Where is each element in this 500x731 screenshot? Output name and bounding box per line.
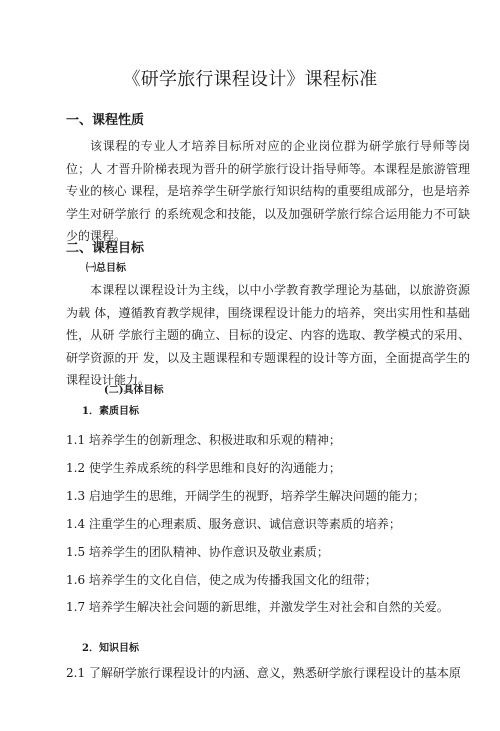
quality-goal-item: 1.3 启迪学生的思维，开阔学生的视野，培养学生解决问题的能力；	[66, 489, 425, 503]
subheading-specific-goals: (二)具体目标	[104, 385, 164, 396]
paragraph-overall-goal: 本课程以课程设计为主线，以中小学教育教学理论为基础，以旅游资源为载 体，遵循教育教学规律，围绕课程设计能力的培养，突出实用性和基础性，从研 学旅行主题的确立、目标的设定、内容的选取、教学模式的采用、研学资源的开 发，以及主题课程和专题课程的设计等方面，全面提高学生的课程设计能力。	[66, 283, 470, 387]
quality-goal-item: 1.1 培养学生的创新理念、积极进取和乐观的精神；	[66, 433, 341, 447]
quality-goal-item: 1.4 注重学生的心理素质、服务意识、诚信意识等素质的培养；	[66, 517, 401, 531]
quality-goal-item: 1.7 培养学生解决社会问题的新思维，并激发学生对社会和自然的关爱。	[66, 600, 449, 614]
subheading-knowledge-goals: 2．知识目标	[82, 643, 139, 654]
subheading-quality-goals: 1．素质目标	[82, 406, 139, 417]
section-heading-course-goals: 二、课程目标	[66, 241, 145, 256]
quality-goal-item: 1.2 使学生养成系统的科学思维和良好的沟通能力；	[66, 461, 341, 475]
subheading-overall-goal: ㈠总目标	[86, 263, 126, 274]
document-title: 《研学旅行课程设计》课程标准	[122, 69, 378, 90]
knowledge-goal-item: 2.1 了解研学旅行课程设计的内涵、意义，熟悉研学旅行课程设计的基本原	[66, 666, 461, 680]
section-heading-course-nature: 一、课程性质	[66, 113, 145, 128]
paragraph-course-nature: 该课程的专业人才培养目标所对应的企业岗位群为研学旅行导师等岗位；人 才晋升阶梯表现为晋升的研学旅行设计指导师等。本课程是旅游管理专业的核心 课程，是培养学生研学旅行知识结构的重要组成部分，也是培养学生对研学旅行 的系统观念和技能，以及加强研学旅行综合运用能力不可缺少的课程。	[66, 139, 470, 243]
quality-goal-item: 1.6 培养学生的文化自信，使之成为传播我国文化的纽带；	[66, 573, 377, 587]
quality-goal-item: 1.5 培养学生的团队精神、协作意识及敬业素质；	[66, 545, 329, 559]
